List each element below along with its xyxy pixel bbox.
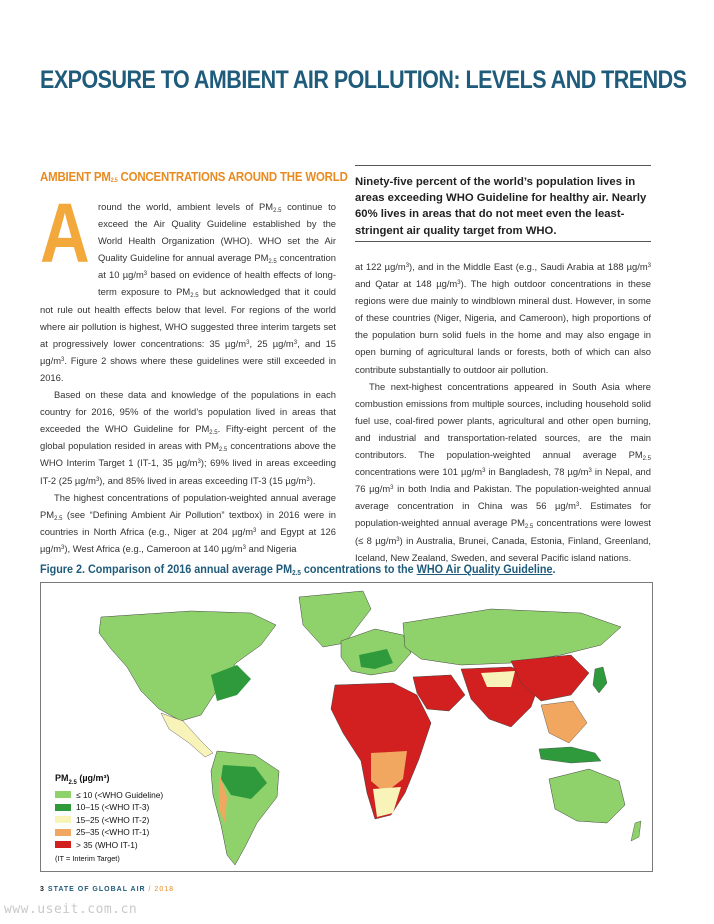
legend-title-prefix: PM	[55, 773, 69, 783]
legend-note: (IT = Interim Target)	[55, 853, 120, 863]
legend-swatch	[55, 791, 71, 798]
page-title: EXPOSURE TO AMBIENT AIR POLLUTION: LEVELS AND TRENDS	[40, 66, 687, 94]
pull-quote-rule-top	[355, 165, 651, 166]
map-legend	[55, 773, 163, 863]
figure-caption-suffix: .	[552, 562, 556, 576]
legend-label: 25–35 (<WHO IT-1)	[76, 827, 150, 838]
right-column	[355, 258, 651, 566]
map-australia	[549, 769, 625, 823]
figure-caption-sub: 2.5	[292, 570, 301, 577]
section-heading-suffix: CONCENTRATIONS AROUND THE WORLD	[117, 169, 348, 184]
page-number: 3	[40, 886, 45, 893]
legend-entry	[55, 814, 163, 826]
pull-quote-rule-bottom	[355, 241, 651, 242]
section-heading	[40, 169, 348, 184]
legend-swatch	[55, 816, 71, 823]
section-heading-sub: 2.5	[110, 178, 118, 184]
legend-entry	[55, 801, 163, 813]
body-paragraph: Based on these data and knowledge of the populations in each country for 2016, 95% of the world’s population lived in areas that exceeded the WHO Guideline for $PM_{2.5}$. Fifty-eight percent of the global population resided in areas with $PM_{2.5}$ concentrations above the WHO Interim Target 1 (IT-1, 35 $\mu g/m^3$); 69% lived in areas exceeding IT-2 (25 $\mu g/m^3$), and 85% lived in areas exceeding IT-3 (15 $\mu g/m^3$).	[40, 389, 336, 486]
map-new-zealand	[631, 821, 641, 841]
legend-title-sub: 2.5	[68, 779, 77, 786]
dropcap-letter: A	[40, 186, 90, 280]
publication-name: STATE OF GLOBAL AIR	[47, 886, 146, 893]
legend-entry	[55, 826, 163, 838]
map-north-america	[99, 611, 276, 721]
map-tibet	[481, 671, 515, 687]
map-central-america	[161, 713, 213, 757]
pull-quote: Ninety-five percent of the world’s population lives in areas exceeding WHO Guideline for healthy air. Nearly 60% lives in areas that do not meet even the least-stringent air quality target from WHO.	[355, 176, 647, 237]
map-southeast-asia	[541, 701, 587, 743]
legend-title	[55, 773, 163, 786]
publication-year: / 2018	[145, 886, 175, 893]
map-north-asia	[403, 609, 621, 665]
map-japan	[593, 667, 607, 693]
body-paragraph: The highest concentrations of population-weighted annual average $PM_{2.5}$ (see “Defining Ambient Air Pollution” textbox) in 2016 were in countries in North Africa (e.g., Niger at 204 $\mu g/m^3$ and Egypt at 126 $\mu g/m^3$), West Africa (e.g., Cameroon at 140 $\mu g/m^3$ and Nigeria	[40, 491, 336, 554]
watermark: www.useit.com.cn	[4, 902, 138, 917]
legend-swatch	[55, 841, 71, 848]
legend-label: ≤ 10 (<WHO Guideline)	[76, 789, 164, 800]
legend-label: 15–25 (<WHO IT-2)	[76, 814, 150, 825]
figure-caption	[40, 562, 555, 577]
legend-label: > 35 (WHO IT-1)	[76, 839, 138, 850]
legend-swatch	[55, 829, 71, 836]
section-heading-prefix: AMBIENT PM	[40, 169, 111, 184]
left-column	[40, 186, 337, 557]
figure-caption-middle: concentrations to the	[300, 562, 417, 576]
legend-entry	[55, 838, 163, 850]
page-footer	[40, 886, 174, 893]
map-indonesia	[539, 747, 601, 763]
who-guideline-link[interactable]: WHO Air Quality Guideline	[416, 562, 553, 576]
legend-swatch	[55, 804, 71, 811]
body-paragraph: The next-highest concentrations appeared in South Asia where combustion emissions from multiple sources, including household solid fuel use, coal-fired power plants, agricultural and other open burning, and industrial and transportation-related sources, are the main contributors. The population-weighted annual average $PM_{2.5}$ concentrations were 101 $\mu g/m^3$ in Bangladesh, 78 $\mu g/m^3$ in Nepal, and 76 $\mu g/m^3$ in both India and Pakistan. The population-weighted annual average concentration in China was 56 $\mu g/m^3$. Estimates for population-weighted annual average $PM_{2.5}$ concentrations were lowest (≤ 8 $\mu g/m^3$) in Australia, Brunei, Canada, Estonia, Finland, Greenland, Iceland, New Zealand, Sweden, and several Pacific island nations.	[355, 380, 652, 563]
legend-entry	[55, 789, 163, 801]
world-map-figure	[40, 582, 653, 872]
body-paragraph: at 122 $\mu g/m^3$), and in the Middle East (e.g., Saudi Arabia at 188 $\mu g/m^3$ and Qatar at 148 $\mu g/m^3$). The high outdoor concentrations in these regions were due mainly to windblown mineral dust. However, in some of these countries (Niger, Nigeria, and Cameroon), high proportions of the population burn solid fuels in the home and may also engage in open burning of agricultural lands or forests, both of which can also contribute substantially to outdoor air pollution.	[355, 261, 652, 375]
legend-title-suffix: (µg/m³)	[76, 773, 110, 783]
legend-label: 10–15 (<WHO IT-3)	[76, 802, 150, 813]
body-paragraph: round the world, ambient levels of $PM_{2.5}$ continue to exceed the Air Quality Guideline established by the World Health Organization (WHO). WHO set the Air Quality Guideline for annual average $PM_{2.5}$ concentration at 10 $\mu g/m^3$ based on evidence of health effects of long-term exposure to $PM_{2.5}$ but acknowledged that it could not rule out health effects below that level. For regions of the world where air pollution is highest, WHO suggested three interim targets set at progressively lower concentrations: 35 $\mu g/m^3$, 25 $\mu g/m^3$, and 15 $\mu g/m^3$. Figure 2 shows where these guidelines were still exceeded in 2016.	[40, 201, 337, 383]
figure-caption-prefix: Figure 2. Comparison of 2016 annual average PM	[40, 562, 293, 576]
